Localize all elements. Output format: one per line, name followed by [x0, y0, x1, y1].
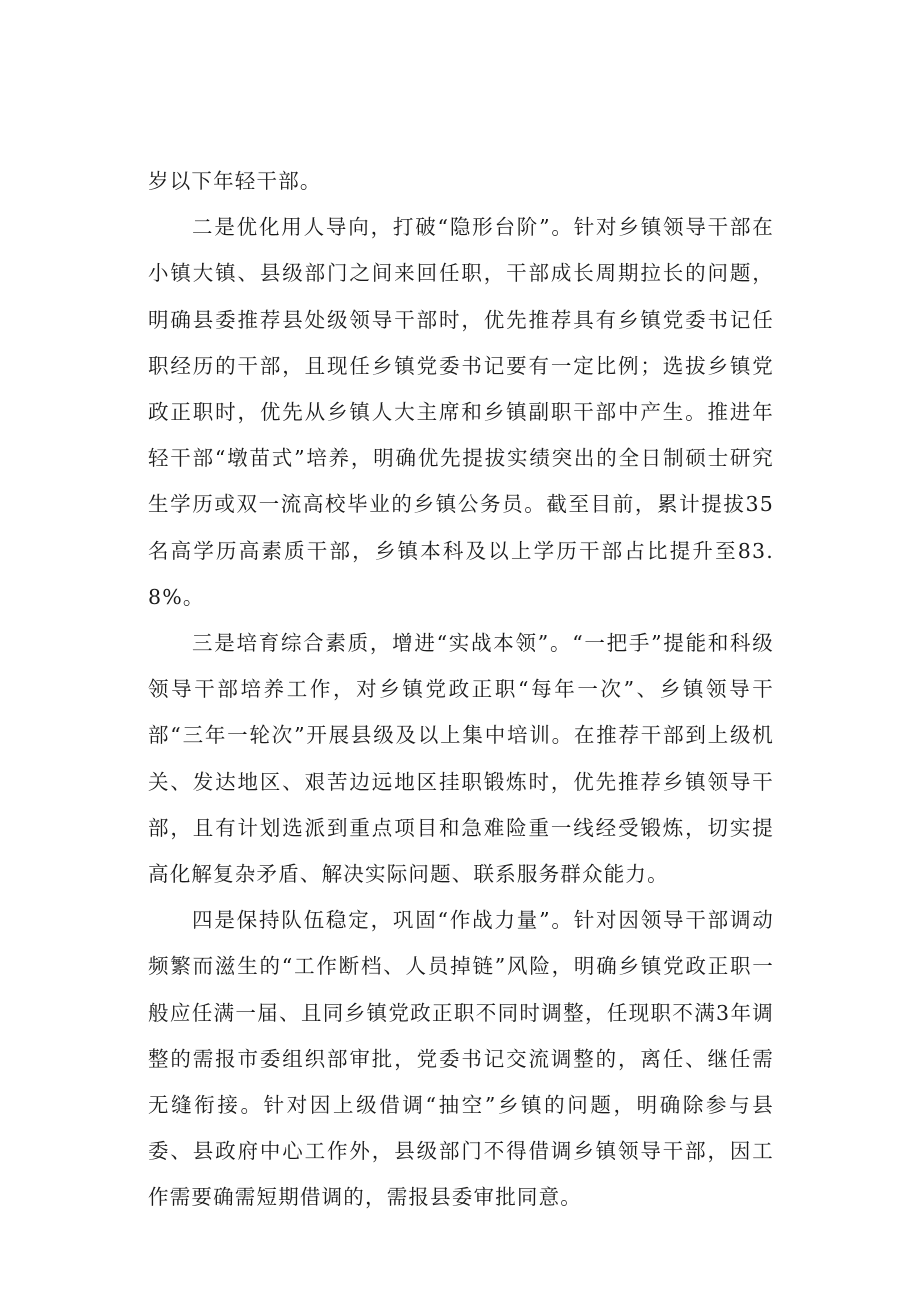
paragraph-continuation: 岁以下年轻干部。	[148, 169, 322, 193]
document-body	[148, 158, 774, 1221]
paragraph-cultivate-quality: 三是培育综合素质，增进“实战本领”。“一把手”提能和科级领导干部培养工作，对乡镇党政正职“每年一次”、乡镇领导干部“三年一轮次”开展县级及以上集中培训。在推荐干部到上级机关、发达地区、艰苦边远地区挂职锻炼时，优先推荐乡镇领导干部，且有计划选派到重点项目和急难险重一线经受锻炼，切实提高化解复杂矛盾、解决实际问题、联系服务群众能力。	[148, 631, 774, 887]
paragraph-optimize-guidance: 二是优化用人导向，打破“隐形台阶”。针对乡镇领导干部在小镇大镇、县级部门之间来回任职，干部成长周期拉长的问题，明确县委推荐县处级领导干部时，优先推荐具有乡镇党委书记任职经历的干部，且现任乡镇党委书记要有一定比例；选拔乡镇党政正职时，优先从乡镇人大主席和乡镇副职干部中产生。推进年轻干部“墩苗式”培养，明确优先提拔实绩突出的全日制硕士研究生学历或双一流高校毕业的乡镇公务员。截至目前，累计提拔35名高学历高素质干部，乡镇本科及以上学历干部占比提升至83.8%。	[148, 215, 774, 609]
paragraph-team-stability: 四是保持队伍稳定，巩固“作战力量”。针对因领导干部调动频繁而滋生的“工作断档、人员掉链”风险，明确乡镇党政正职一般应任满一届、且同乡镇党政正职不同时调整，任现职不满3年调整的需报市委组织部审批，党委书记交流调整的，离任、继任需无缝衔接。针对因上级借调“抽空”乡镇的问题，明确除参与县委、县政府中心工作外，县级部门不得借调乡镇领导干部，因工作需要确需短期借调的，需报县委审批同意。	[148, 908, 774, 1210]
